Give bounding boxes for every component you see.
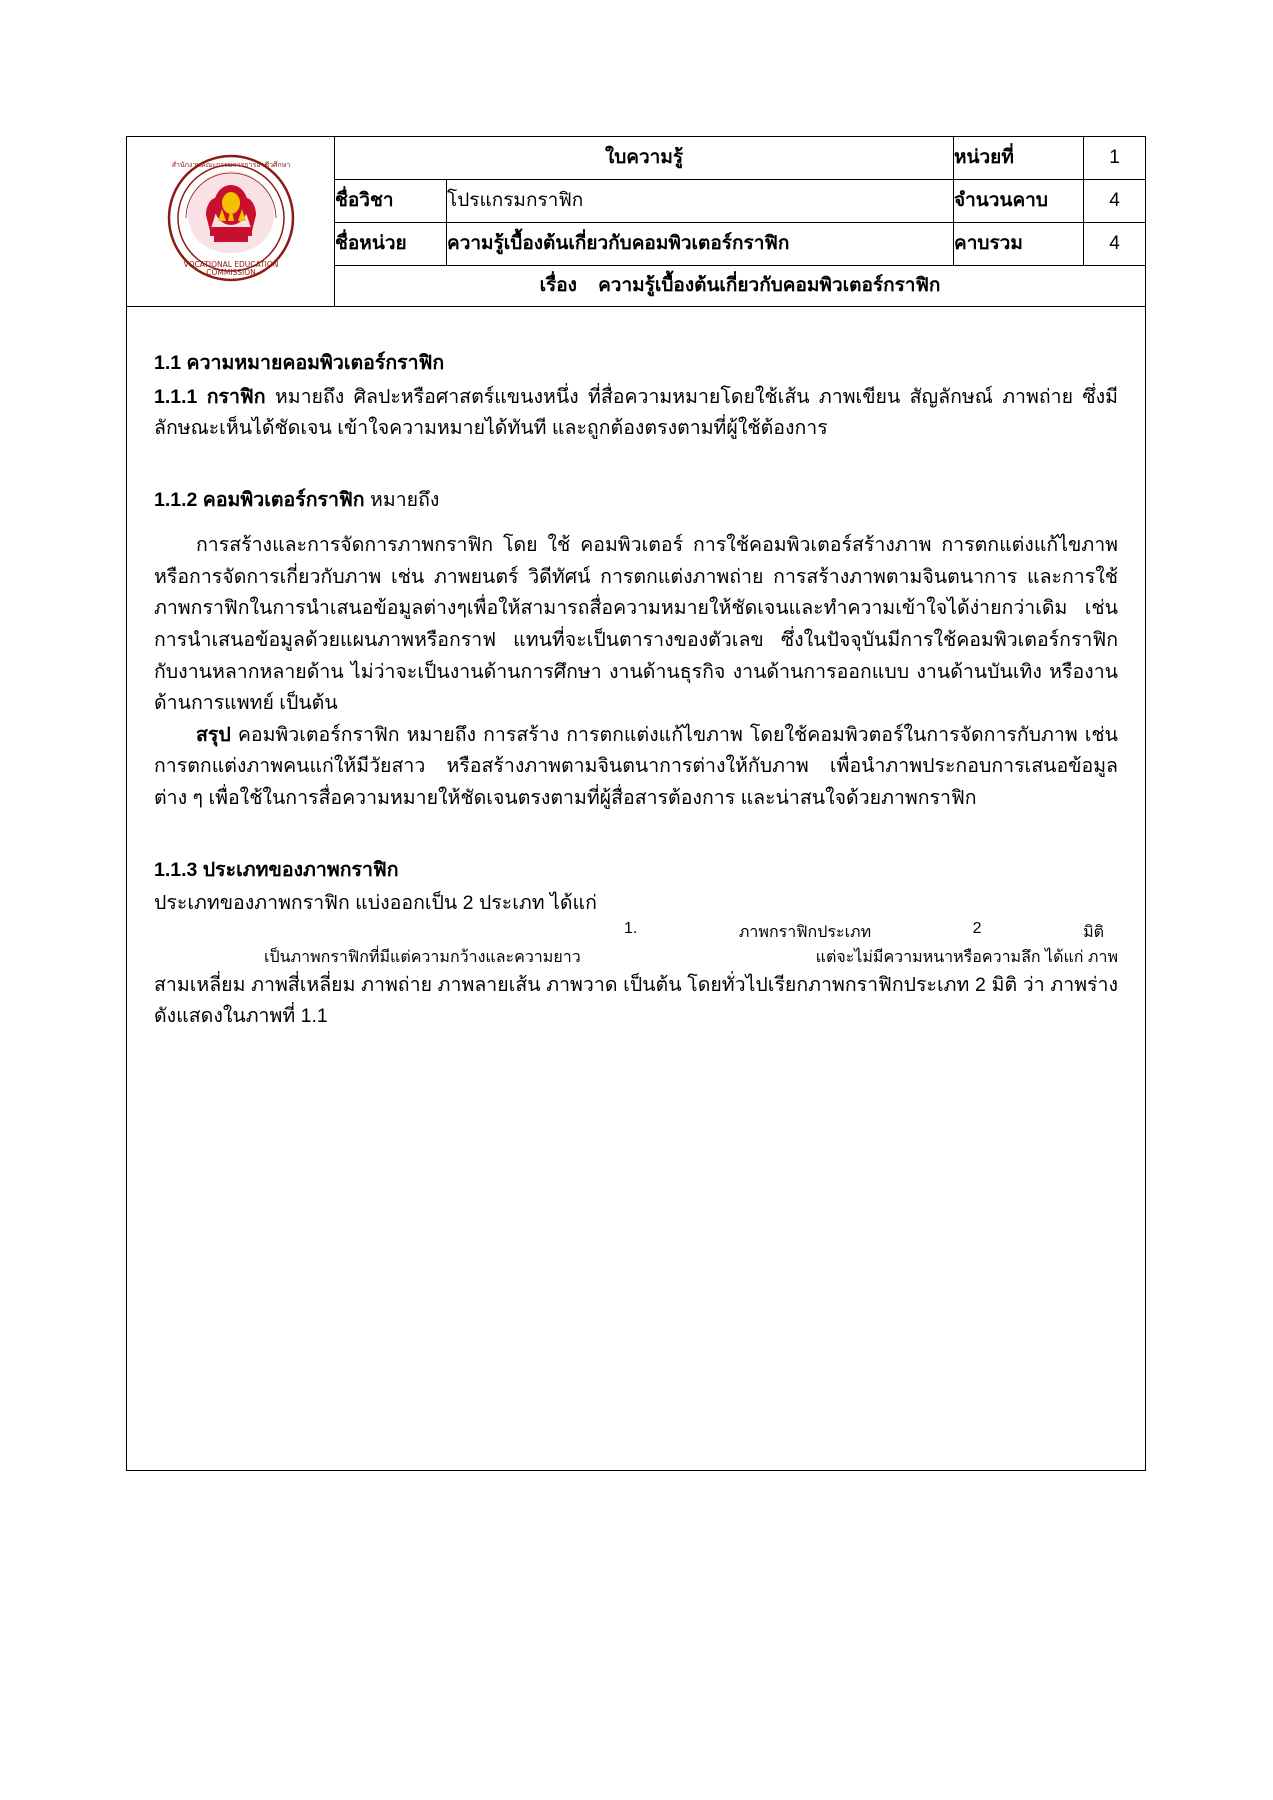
- svg-text:COMMISSION: COMMISSION: [205, 268, 256, 278]
- section-1-1-2-heading: [154, 485, 1118, 517]
- subject-label: ชื่อวิชา: [335, 180, 447, 223]
- document-header-table: [126, 136, 1146, 307]
- graphic-type-item-title: ภาพกราฟิกประเภท: [738, 923, 872, 941]
- sheet-title: ใบความรู้: [335, 137, 954, 180]
- organization-seal: [127, 137, 335, 307]
- graphic-type-desc-a: เป็นภาพกราฟิกที่มีแต่ความกว้างและความยาว: [264, 948, 581, 966]
- section-1-1-2-paragraph: การสร้างและการจัดการภาพกราฟิก โดย ใช้ คอมพิวเตอร์ การใช้คอมพิวเตอร์สร้างภาพ การตกแต่งแก้ไขภาพ หรือการจัดการเกี่ยวกับภาพ เช่น ภาพยนตร์ วิดีทัศน์ การตกแต่งภาพถ่าย การสร้างภาพตามจินตนาการ และการใช้ภาพกราฟิกในการนำเสนอข้อมูลต่างๆเพื่อให้สามารถสื่อความหมายให้ชัดเจนและทำความเข้าใจได้ง่ายกว่าเดิม เช่น การนำเสนอข้อมูลด้วยแผนภาพหรือกราฟ แทนที่จะเป็นตารางของตัวเลข ซึ่งในปัจจุบันมีการใช้คอมพิวเตอร์กราฟิกกับงานหลากหลายด้าน ไม่ว่าจะเป็นงานด้านการศึกษา งานด้านธุรกิจ งานด้านการออกแบบ งานด้านบันเทิง หรืองานด้านการแพทย์ เป็นต้น: [154, 534, 1118, 715]
- svg-text:สำนักงานคณะกรรมการการอาชีวศึกษ: สำนักงานคณะกรรมการการอาชีวศึกษา: [171, 161, 290, 170]
- total-periods-label: คาบรวม: [954, 223, 1084, 266]
- section-1-1-2-label: 1.1.2 คอมพิวเตอร์กราฟิก: [154, 488, 365, 511]
- total-periods-value: 4: [1084, 223, 1146, 266]
- unit-value: 1: [1084, 137, 1146, 180]
- section-1-1-3-intro: ประเภทของภาพกราฟิก แบ่งออกเป็น 2 ประเภท ได้แก่: [154, 892, 597, 915]
- graphic-type-item-1-heading: [624, 920, 1104, 945]
- graphic-type-item-unit: มิติ: [1083, 923, 1104, 941]
- topic-label: เรื่อง: [539, 274, 577, 296]
- section-1-1-1-text: หมายถึง ศิลปะหรือศาสตร์แขนงหนึ่ง ที่สื่อความหมายโดยใช้เส้น ภาพเขียน สัญลักษณ์ ภาพถ่าย ซึ่งมีลักษณะเห็นได้ชัดเจน เข้าใจความหมายได้ทันที และถูกต้องตรงตามที่ผู้ใช้ต้องการ: [154, 385, 1118, 440]
- section-1-1-1-label: 1.1.1 กราฟิก: [154, 385, 266, 408]
- graphic-type-item-desc-line-1: [264, 945, 1118, 970]
- section-1-1-3-heading: 1.1.3 ประเภทของภาพกราฟิก: [154, 858, 399, 881]
- graphic-type-item-number: 1.: [624, 919, 638, 937]
- document-body: [126, 320, 1146, 1033]
- graphic-type-desc-b: แต่จะไม่มีความหนาหรือความลึก ได้แก่ ภาพ: [815, 948, 1118, 966]
- subject-value: โปรแกรมกราฟิก: [447, 180, 954, 223]
- vocational-education-commission-seal-icon: [166, 153, 296, 283]
- summary-label: สรุป: [196, 723, 231, 746]
- svg-text:VOCATIONAL EDUCATION: VOCATIONAL EDUCATION: [183, 260, 278, 270]
- section-1-1-2-label-tail: หมายถึง: [364, 488, 440, 511]
- summary-paragraph: [154, 720, 1118, 815]
- graphic-type-item-dimension: 2: [972, 919, 982, 937]
- section-1-1-heading: 1.1 ความหมายคอมพิวเตอร์กราฟิก: [154, 352, 445, 374]
- unit-name-value: ความรู้เบื้องต้นเกี่ยวกับคอมพิวเตอร์กราฟิก: [447, 223, 954, 266]
- topic-row: [335, 266, 1146, 307]
- section-1-1-1-paragraph: [154, 382, 1118, 445]
- periods-label: จำนวนคาบ: [954, 180, 1084, 223]
- graphic-type-item-desc-line-2: สามเหลี่ยม ภาพสี่เหลี่ยม ภาพถ่าย ภาพลายเส้น ภาพวาด เป็นต้น โดยทั่วไปเรียกภาพกราฟิกประเภท 2 มิติ ว่า ภาพร่าง ดังแสดงในภาพที่ 1.1: [154, 973, 1118, 1028]
- unit-name-label: ชื่อหน่วย: [335, 223, 447, 266]
- periods-value: 4: [1084, 180, 1146, 223]
- summary-text: คอมพิวเตอร์กราฟิก หมายถึง การสร้าง การตกแต่งแก้ไขภาพ โดยใช้คอมพิวตอร์ในการจัดการกับภาพ เช่น การตกแต่งภาพคนแก่ให้มีวัยสาว หรือสร้างภาพตามจินตนาการต่างให้กับภาพ เพื่อนำภาพประกอบการเสนอข้อมูลต่าง ๆ เพื่อใช้ในการสื่อความหมายให้ชัดเจนตรงตามที่ผู้สื่อสารต้องการ และน่าสนใจด้วยภาพกราฟิก: [154, 723, 1118, 809]
- topic-value: ความรู้เบื้องต้นเกี่ยวกับคอมพิวเตอร์กราฟิก: [598, 274, 941, 296]
- unit-label: หน่วยที่: [954, 137, 1084, 180]
